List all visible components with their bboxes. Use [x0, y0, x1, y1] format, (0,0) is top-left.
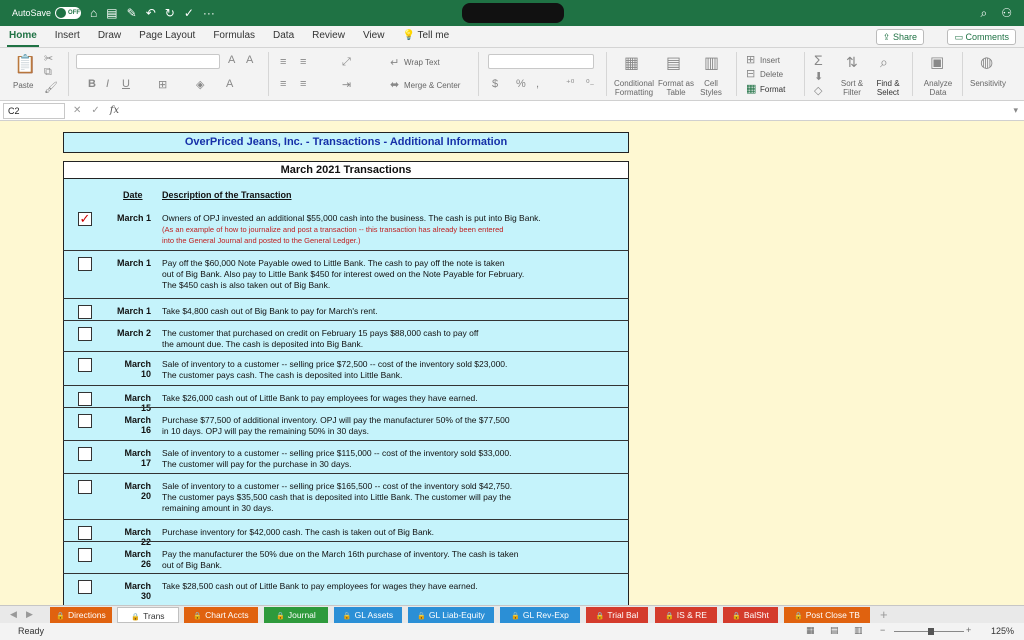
decrease-font-icon[interactable]: A — [246, 54, 254, 66]
analyze-data-icon[interactable]: ▣ — [930, 54, 945, 71]
decrease-decimal-icon[interactable]: ⁰₋ — [586, 78, 595, 88]
paste-icon[interactable]: 📋 — [14, 54, 37, 74]
fill-icon[interactable]: ⬇ — [814, 71, 824, 83]
status-ready: Ready — [18, 626, 45, 636]
transaction-date: March 30 — [124, 581, 151, 601]
percent-icon[interactable]: % — [516, 78, 526, 90]
bold-icon[interactable]: B — [88, 78, 96, 90]
description-line: out of Big Bank. — [162, 560, 223, 570]
transaction-checkbox[interactable] — [78, 447, 92, 461]
enter-icon[interactable]: ✓ — [91, 105, 100, 116]
transaction-checkbox[interactable] — [78, 358, 92, 372]
description-line: The customer will pay for the purchase in 30 days. — [162, 459, 352, 469]
example-note: into the General Journal and posted to the General Ledger.) — [162, 236, 361, 245]
status-bar — [0, 623, 1024, 640]
sheet-tab[interactable] — [655, 607, 717, 623]
transaction-row — [63, 573, 629, 601]
copy-icon[interactable]: ⧉ — [44, 66, 52, 78]
increase-font-icon[interactable]: A — [228, 54, 236, 66]
description-column-header: Description of the Transaction — [162, 190, 292, 200]
delete-cells-icon[interactable]: ⊟ — [746, 68, 756, 80]
clear-icon[interactable]: ◇ — [814, 85, 823, 97]
transaction-row — [63, 440, 629, 469]
transaction-date: March 1 — [116, 258, 151, 268]
sheet-tab[interactable] — [723, 607, 778, 623]
italic-icon[interactable]: I — [106, 78, 110, 90]
transaction-row — [63, 298, 629, 316]
example-note: (As an example of how to journalize and post a transaction -- this transaction has already been entered — [162, 225, 504, 234]
description-line: The customer pays $35,500 cash that is deposited into Little Bank. The customer will pay the — [162, 492, 512, 502]
save-icon[interactable]: ▤ — [106, 6, 118, 20]
insert-cells-button[interactable]: Insert — [760, 56, 781, 65]
transaction-row — [63, 473, 629, 513]
description-line: Take $28,500 cash out of Little Bank to pay employees for wages they have earned. — [162, 581, 478, 591]
transaction-row — [63, 541, 629, 570]
cut-icon[interactable]: ✂ — [44, 53, 54, 65]
more-icon[interactable]: ··· — [202, 6, 215, 20]
lock-icon: 🔒 — [732, 613, 741, 620]
autosum-icon[interactable]: Σ — [814, 52, 823, 68]
transaction-row — [63, 320, 629, 349]
transaction-checkbox[interactable] — [78, 580, 92, 594]
transaction-checkbox[interactable] — [78, 414, 92, 428]
tab-page-layout[interactable]: Page Layout — [139, 30, 196, 41]
spell-check-icon[interactable]: ✓ — [183, 6, 194, 20]
description-line: The customer that purchased on credit on February 15 pays $88,000 cash to pay off — [162, 328, 479, 338]
description-line: the amount due. The cash is deposited into Big Bank. — [162, 339, 364, 349]
tell-me-label: Tell me — [417, 30, 450, 41]
sheet-tab[interactable] — [264, 607, 328, 623]
insert-function-icon[interactable]: fx — [109, 105, 120, 116]
description-line: Owners of OPJ invested an additional $55,000 cash into the business. The cash is put into Big Bank. — [162, 213, 541, 223]
scroll-tabs-left-icon[interactable]: ◀ — [10, 609, 17, 619]
lock-icon: 🔒 — [511, 613, 520, 620]
normal-view-icon[interactable]: ▦ — [806, 625, 815, 635]
comments-button[interactable] — [947, 29, 1016, 45]
transaction-checkbox[interactable] — [78, 526, 92, 540]
sheet-tab-label: Directions — [67, 610, 106, 620]
zoom-out-icon[interactable]: − — [880, 625, 886, 635]
orientation-icon[interactable]: ⤢ — [342, 56, 351, 68]
sensitivity-button[interactable]: Sensitivity — [969, 79, 1006, 88]
sheet-title: OverPriced Jeans, Inc. - Transactions - Additional Information — [63, 132, 629, 153]
description-line: Pay the manufacturer the 50% due on the March 16th purchase of inventory. The cash is taken — [162, 549, 519, 559]
description-line: The customer pays cash. The cash is deposited into Little Bank. — [162, 370, 403, 380]
transaction-date: March 16 — [124, 415, 151, 435]
page-layout-view-icon[interactable]: ▤ — [830, 625, 839, 635]
tab-draw[interactable]: Draw — [97, 30, 122, 41]
indent-icon[interactable]: ⇥ — [342, 79, 352, 91]
cancel-icon[interactable]: ✕ — [73, 105, 82, 116]
title-bar — [0, 0, 1024, 26]
zoom-level[interactable]: 125% — [990, 626, 1014, 636]
autosave-toggle[interactable] — [55, 7, 81, 19]
add-sheet-icon[interactable]: + — [880, 607, 888, 622]
people-icon[interactable]: ⚇ — [1001, 6, 1012, 20]
transaction-date: March 10 — [124, 359, 151, 379]
description-line: Take $4,800 cash out of Big Bank to pay for March's rent. — [162, 306, 378, 316]
number-format-select[interactable] — [488, 54, 594, 69]
description-line: Sale of inventory to a customer -- selling price $72,500 -- cost of the inventory sold $23,000. — [162, 359, 508, 369]
comma-style-icon[interactable]: , — [536, 78, 540, 90]
transaction-description — [162, 306, 602, 317]
sheet-tab[interactable] — [586, 607, 648, 623]
sheet-tab-label: GL Liab-Equity — [428, 610, 485, 620]
transaction-row — [63, 385, 629, 413]
transaction-date: March 1 — [116, 306, 151, 316]
description-line: Purchase inventory for $42,000 cash. The cash is taken out of Big Bank. — [162, 527, 435, 537]
tab-review[interactable]: Review — [312, 30, 345, 41]
lock-icon: 🔒 — [595, 613, 605, 620]
font-name-select[interactable] — [76, 54, 220, 69]
ribbon-body — [0, 48, 1024, 101]
transaction-description — [162, 393, 602, 404]
sheet-tab-label: Trans — [143, 611, 165, 621]
comments-label: Comments — [965, 32, 1009, 42]
worksheet[interactable] — [0, 121, 1024, 605]
sheet-tab[interactable] — [334, 607, 402, 623]
merge-center-icon[interactable]: ⬌ — [390, 79, 400, 91]
lock-icon: 🔒 — [193, 613, 203, 620]
description-line: remaining amount in 30 days. — [162, 503, 274, 513]
sheet-tab-label: Trial Bal — [607, 610, 639, 620]
transaction-row — [63, 351, 629, 380]
fill-color-icon[interactable]: ◈ — [196, 79, 205, 91]
cell-styles-icon[interactable]: ▥ — [704, 55, 720, 72]
description-line: out of Big Bank. Also pay to Little Bank $450 for interest owed on the Note Payable for February. — [162, 269, 525, 279]
share-label: Share — [892, 32, 917, 42]
align-middle-icon[interactable]: ≡ — [300, 56, 307, 68]
comment-icon: ▭ — [954, 32, 963, 42]
lock-icon: 🔒 — [794, 613, 803, 620]
analyze-data-button[interactable]: Analyze Data — [923, 79, 953, 97]
formula-bar — [0, 101, 1024, 121]
share-button[interactable] — [876, 29, 924, 45]
tell-me[interactable] — [393, 25, 458, 47]
description-line: Sale of inventory to a customer -- selling price $165,500 -- cost of the inventory sold $42,750. — [162, 481, 513, 491]
transaction-description — [162, 258, 602, 291]
sheet-tab[interactable] — [784, 607, 870, 623]
transaction-checkbox[interactable] — [78, 392, 92, 406]
undo-icon[interactable]: ↶ — [145, 6, 156, 20]
transaction-date: March 17 — [124, 448, 151, 468]
format-cells-icon[interactable]: ▦ — [746, 83, 757, 95]
lightbulb-icon: 💡 — [402, 30, 415, 41]
transaction-date: March 22 — [124, 527, 151, 547]
transaction-description — [162, 415, 602, 437]
home-icon[interactable]: ⌂ — [90, 6, 98, 20]
zoom-slider-handle[interactable] — [928, 628, 934, 635]
borders-icon[interactable]: ⊞ — [158, 79, 168, 91]
date-column-header: Date — [123, 190, 143, 200]
tab-data[interactable]: Data — [273, 30, 295, 41]
transaction-checkbox[interactable] — [78, 327, 92, 341]
sheet-tab[interactable] — [50, 607, 112, 623]
transaction-description — [162, 328, 602, 350]
sheet-tab-label: BalSht — [743, 610, 769, 620]
sheet-tab-label: Chart Accts — [205, 610, 249, 620]
description-line: in 10 days. OPJ will pay the remaining 50% in 30 days. — [162, 426, 369, 436]
find-select-button[interactable]: Find & Select — [876, 79, 900, 97]
autosave-label: AutoSave — [12, 8, 52, 18]
lock-icon: 🔒 — [417, 613, 426, 620]
sheet-tab-label: Post Close TB — [805, 610, 860, 620]
find-select-icon[interactable]: ⌕ — [880, 54, 888, 70]
conditional-formatting-button[interactable]: Conditional Formatting — [613, 79, 655, 97]
insert-cells-icon[interactable]: ⊞ — [746, 54, 756, 66]
lock-icon: 🔒 — [342, 613, 352, 620]
sort-filter-icon[interactable]: ⇅ — [846, 54, 858, 70]
transaction-date: March 20 — [124, 481, 151, 501]
edit-icon[interactable]: ✎ — [126, 6, 137, 20]
merge-center-button[interactable]: Merge & Center — [404, 81, 461, 90]
format-painter-icon[interactable]: 🖌 — [44, 82, 58, 94]
align-top-icon[interactable]: ≡ — [280, 56, 287, 68]
cell-styles-button[interactable]: Cell Styles — [700, 79, 722, 97]
sheet-tab[interactable] — [500, 607, 580, 623]
transaction-row — [63, 519, 629, 547]
paste-label: Paste — [13, 81, 34, 90]
description-line: Take $26,000 cash out of Little Bank to pay employees for wages they have earned. — [162, 393, 478, 403]
underline-icon[interactable]: U — [122, 78, 130, 90]
description-line: Pay off the $60,000 Note Payable owed to Little Bank. The cash to pay off the note is taken — [162, 258, 505, 268]
transaction-description — [162, 549, 602, 571]
search-icon[interactable]: ⌕ — [980, 6, 988, 20]
sheet-tab-label: GL Rev-Exp — [522, 610, 569, 620]
transaction-description — [162, 448, 602, 470]
redaction-block — [462, 3, 564, 23]
sheet-tab[interactable] — [184, 607, 258, 623]
transaction-checkbox[interactable]: ✓ — [79, 211, 91, 226]
transaction-row — [63, 407, 629, 436]
format-as-table-button[interactable]: Format as Table — [657, 79, 694, 97]
currency-icon[interactable]: $ — [492, 78, 499, 90]
sheet-tab-label: IS & RE — [676, 610, 707, 620]
format-as-table-icon[interactable]: ▤ — [666, 55, 682, 72]
sheet-tab[interactable] — [408, 607, 494, 623]
format-cells-button[interactable]: Format — [760, 85, 786, 94]
tab-view[interactable]: View — [362, 30, 385, 41]
transaction-checkbox[interactable] — [78, 480, 92, 494]
tab-home[interactable]: Home — [0, 25, 46, 47]
lock-icon: 🔒 — [56, 613, 65, 620]
zoom-in-icon[interactable]: + — [966, 625, 972, 635]
transaction-date: March 1 — [116, 213, 151, 223]
redo-icon[interactable]: ↻ — [164, 6, 175, 20]
transaction-description — [162, 527, 602, 538]
transaction-checkbox[interactable] — [78, 548, 92, 562]
lock-icon: 🔒 — [131, 614, 141, 621]
increase-decimal-icon[interactable]: ⁺⁰ — [566, 78, 575, 88]
sheet-tabs-bar — [0, 605, 1024, 623]
delete-cells-button[interactable]: Delete — [760, 70, 784, 79]
font-color-icon[interactable]: A — [226, 78, 234, 90]
sheet-tab-label: Journal — [287, 610, 316, 620]
transaction-description — [162, 359, 602, 381]
transaction-checkbox[interactable] — [78, 305, 92, 319]
share-icon: ⇪ — [882, 32, 891, 42]
align-left-icon[interactable]: ≡ — [280, 78, 287, 90]
transaction-description — [162, 213, 602, 246]
sort-filter-button[interactable]: Sort & Filter — [840, 79, 864, 97]
description-line: Purchase $77,500 of additional inventory. OPJ will pay the manufacturer 50% of the $77,500 — [162, 415, 510, 425]
conditional-formatting-icon[interactable]: ▦ — [624, 55, 640, 72]
scroll-tabs-right-icon[interactable]: ▶ — [26, 609, 33, 619]
sheet-tab[interactable] — [117, 607, 179, 623]
month-header: March 2021 Transactions — [63, 161, 629, 179]
sensitivity-icon[interactable]: ◍ — [980, 54, 994, 71]
transaction-checkbox[interactable] — [78, 257, 92, 271]
ribbon-tabs — [0, 26, 1024, 48]
wrap-text-button[interactable]: Wrap Text — [404, 58, 440, 67]
align-center-icon[interactable]: ≡ — [300, 78, 307, 90]
transaction-date: March 15 — [124, 393, 151, 413]
autosave-toggle-label: OFF — [68, 10, 81, 16]
expand-formula-icon[interactable]: ▾ — [1013, 105, 1018, 115]
tab-insert[interactable]: Insert — [54, 30, 80, 41]
transaction-row — [63, 250, 629, 290]
description-line: Sale of inventory to a customer -- selling price $115,000 -- cost of the inventory sold $33,000. — [162, 448, 512, 458]
lock-icon: 🔒 — [276, 613, 285, 620]
name-box[interactable]: C2 — [3, 103, 65, 119]
transaction-description — [162, 481, 602, 514]
transaction-date: March 2 — [116, 328, 151, 338]
sheet-tab-label: GL Assets — [354, 610, 394, 620]
transaction-description — [162, 581, 602, 592]
wrap-text-icon[interactable]: ↵ — [390, 57, 400, 69]
description-line: The $450 cash is also taken out of Big Bank. — [162, 280, 331, 290]
page-break-view-icon[interactable]: ▥ — [854, 625, 863, 635]
lock-icon: 🔒 — [665, 613, 674, 620]
tab-formulas[interactable]: Formulas — [213, 30, 256, 41]
transaction-date: March 26 — [124, 549, 151, 569]
